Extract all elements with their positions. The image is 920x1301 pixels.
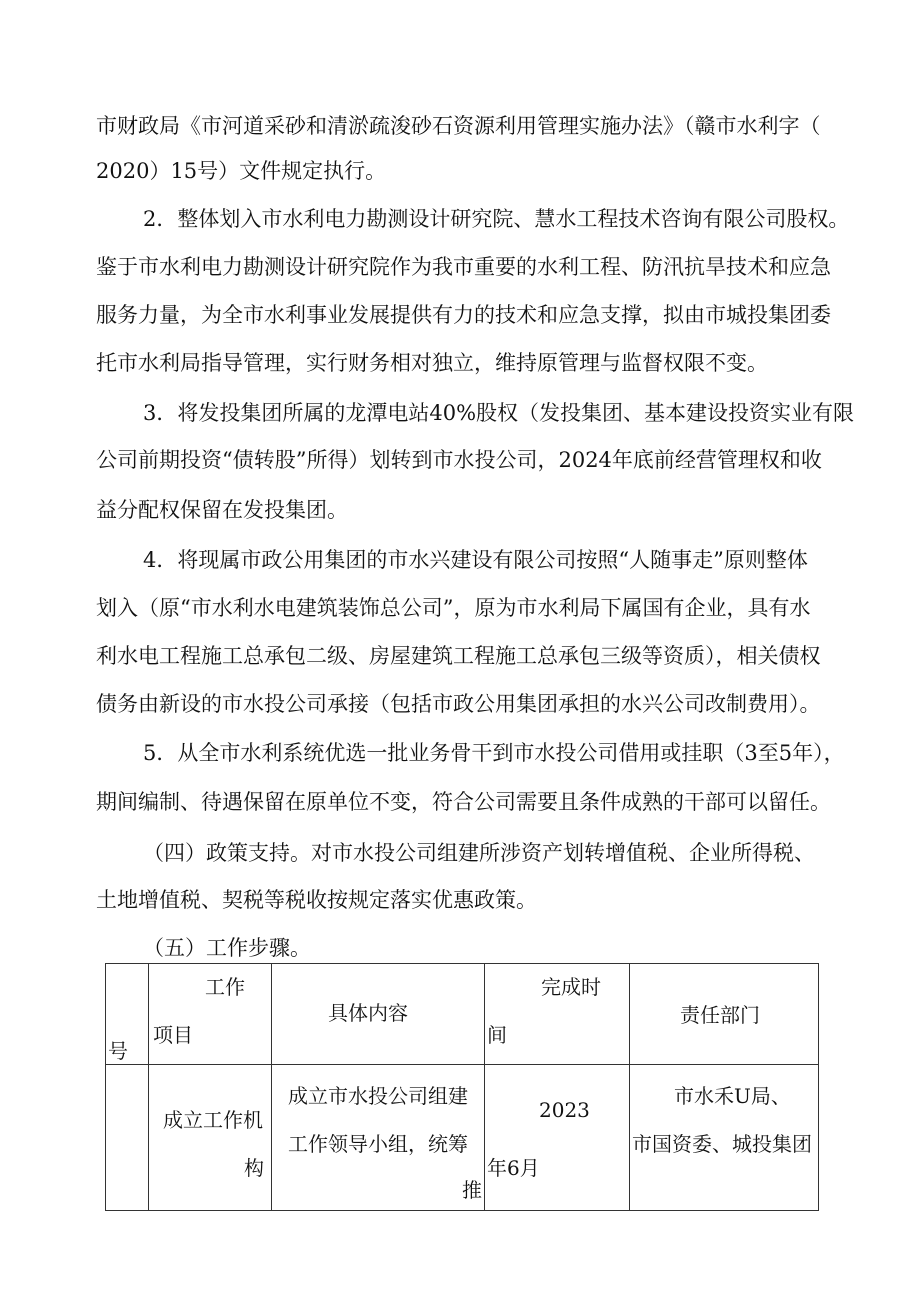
table-header-row bbox=[106, 964, 819, 1065]
row-cell-department bbox=[630, 1065, 819, 1211]
paragraph-line: 债务由新设的市水投公司承接（包括市政公用集团承担的水兴公司改制费用）。 bbox=[96, 692, 821, 716]
paragraph-line: 益分配权保留在发投集团。 bbox=[96, 498, 348, 522]
header-project-line1: 工作 bbox=[205, 975, 245, 999]
header-content-label: 具体内容 bbox=[328, 1001, 408, 1025]
paragraph-line: 利水电工程施工总承包二级、房屋建筑工程施工总承包三级等资质），相关债权 bbox=[96, 644, 821, 668]
header-cell-department bbox=[630, 964, 819, 1065]
row-cell-deadline bbox=[485, 1065, 630, 1211]
section-heading: （五）工作步骤。 bbox=[143, 936, 311, 960]
paragraph-line: 鉴于市水利电力勘测设计研究院作为我市重要的水利工程、防汛抗旱技术和应急 bbox=[96, 255, 831, 279]
paragraph-line: 划入（原“市水利水电建筑装饰总公司”，原为市水利局下属国有企业，具有水 bbox=[96, 596, 811, 620]
row-cell-project bbox=[149, 1065, 272, 1211]
row-project-line2: 构 bbox=[244, 1156, 264, 1181]
header-cell-project bbox=[149, 964, 272, 1065]
row-content-line2: 工作领导小组，统筹 bbox=[288, 1132, 468, 1157]
header-deadline-line1: 完成时 bbox=[541, 975, 601, 999]
paragraph-line: 4．将现属市政公用集团的市水兴建设有限公司按照“人随事走”原则整体 bbox=[143, 548, 808, 572]
row-deadline-line2: 年6月 bbox=[487, 1156, 540, 1181]
paragraph-line: （四）政策支持。对市水投公司组建所涉资产划转增值税、企业所得税、 bbox=[143, 841, 815, 865]
paragraph-line: 服务力量，为全市水利事业发展提供有力的技术和应急支撑，拟由市城投集团委 bbox=[96, 303, 831, 327]
paragraph-line: 托市水利局指导管理，实行财务相对独立，维持原管理与监督权限不变。 bbox=[96, 351, 768, 375]
paragraph-line: 市财政局《市河道采砂和清淤疏浚砂石资源利用管理实施办法》（赣市水利字（ bbox=[96, 114, 821, 138]
paragraph-line: 2．整体划入市水利电力勘测设计研究院、慧水工程技术咨询有限公司股权。 bbox=[143, 207, 850, 231]
paragraph-line: 3．将发投集团所属的龙潭电站40%股权（发投集团、基本建设投资实业有限 bbox=[143, 401, 855, 425]
header-department-label: 责任部门 bbox=[680, 1003, 760, 1027]
header-project-line2: 项目 bbox=[153, 1023, 193, 1047]
paragraph-line: 公司前期投资“债转股”所得）划转到市水投公司，2024年底前经营管理权和收 bbox=[96, 448, 822, 472]
header-cell-number bbox=[106, 964, 149, 1065]
row-content-line3: 推 bbox=[462, 1178, 482, 1203]
row-department-line1: 市水禾U局、 bbox=[674, 1084, 791, 1109]
paragraph-line: 土地增值税、契税等税收按规定落实优惠政策。 bbox=[96, 888, 537, 912]
paragraph-line: 期间编制、待遇保留在原单位不变，符合公司需要且条件成熟的干部可以留任。 bbox=[96, 790, 831, 814]
row-cell-content bbox=[272, 1065, 485, 1211]
header-cell-deadline bbox=[485, 964, 630, 1065]
header-cell-content bbox=[272, 964, 485, 1065]
row-content-line1: 成立市水投公司组建 bbox=[288, 1084, 468, 1109]
header-number-label: 号 bbox=[108, 1039, 128, 1063]
header-deadline-line2: 间 bbox=[487, 1023, 507, 1047]
row-project-line1: 成立工作机 bbox=[163, 1108, 263, 1133]
table-row bbox=[106, 1065, 819, 1211]
paragraph-line: 2020）15号）文件规定执行。 bbox=[96, 159, 387, 183]
paragraph-line: 5．从全市水利系统优选一批业务骨干到市水投公司借用或挂职（3至5年）， bbox=[143, 741, 845, 765]
work-steps-table bbox=[105, 963, 819, 1211]
row-deadline-line1: 2023 bbox=[539, 1098, 590, 1123]
row-cell-number bbox=[106, 1065, 149, 1211]
row-department-line2: 市国资委、城投集团 bbox=[632, 1132, 812, 1157]
